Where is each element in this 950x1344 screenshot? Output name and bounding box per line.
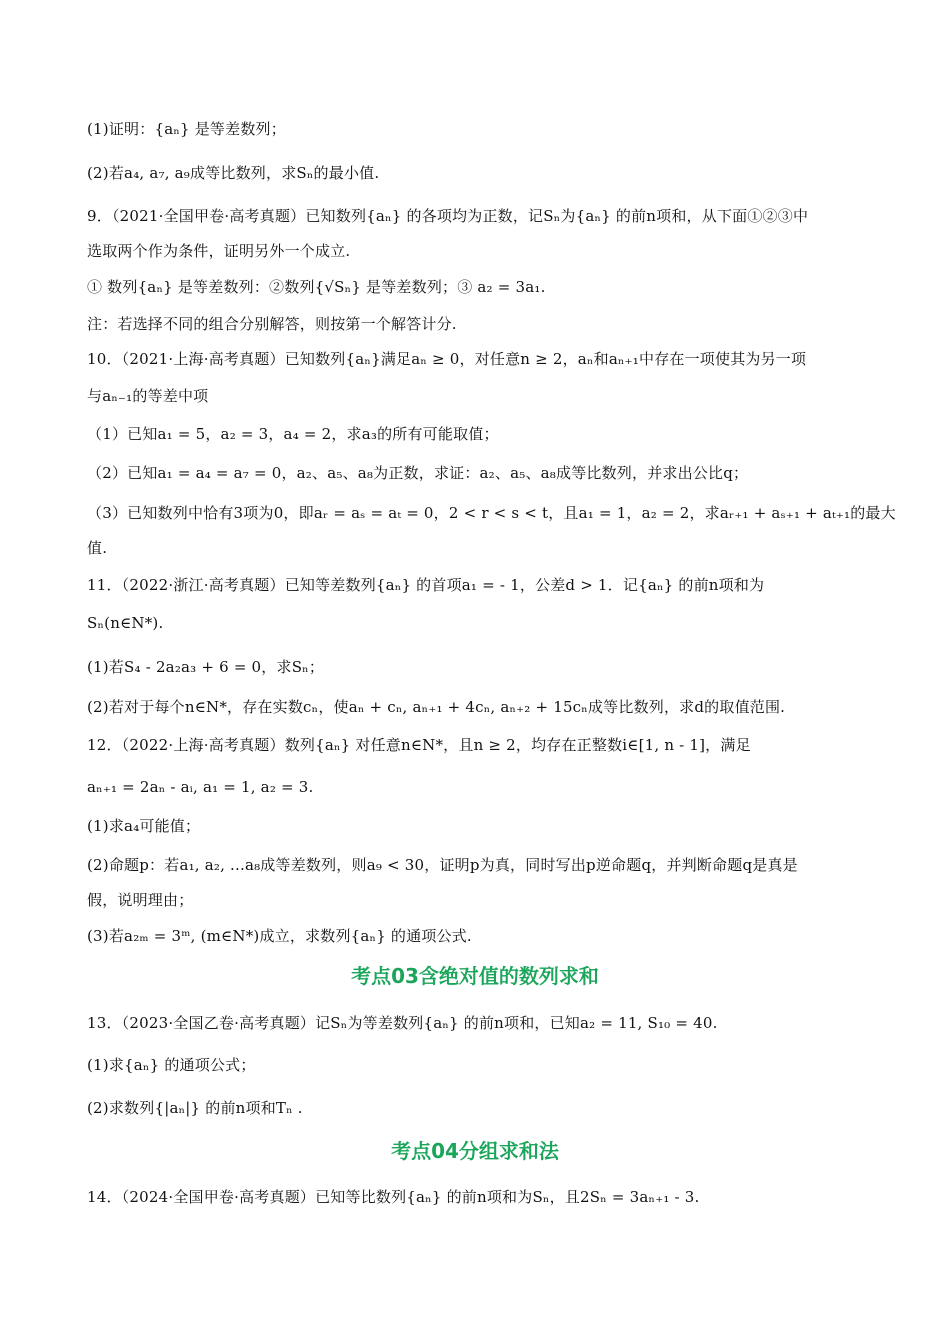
problem-12-part-2-cont: 假，说明理由； <box>87 891 194 909</box>
problem-11-part-2: (2)若对于每个n∈N*，存在实数cₙ，使aₙ + cₙ, aₙ₊₁ + 4cₙ, aₙ₊₂ + 15cₙ成等比数列，求d的取值范围. <box>87 698 786 716</box>
problem-11-part-1: (1)若S₄ - 2a₂a₃ + 6 = 0，求Sₙ； <box>87 658 325 676</box>
problem-10-part-1: （1）已知a₁ = 5，a₂ = 3，a₄ = 2，求a₃的所有可能取值； <box>87 425 499 443</box>
problem-10-part-3: （3）已知数列中恰有3项为0，即aᵣ = aₛ = aₜ = 0，2 < r < s < t，且a₁ = 1，a₂ = 2，求aᵣ₊₁ + aₛ₊₁ + aₜ₊₁的最大 <box>87 504 896 522</box>
problem-10-part-3-cont: 值. <box>87 539 108 557</box>
problem-8-part-1: (1)证明：{aₙ} 是等差数列； <box>87 120 286 138</box>
problem-10-statement-cont: 与aₙ₋₁的等差中项 <box>87 387 209 405</box>
problem-13-part-1: (1)求{aₙ} 的通项公式； <box>87 1056 256 1074</box>
problem-9-statement-cont: 选取两个作为条件，证明另外一个成立. <box>87 242 351 260</box>
problem-12-part-3: (3)若a₂ₘ = 3ᵐ, (m∈N*)成立，求数列{aₙ} 的通项公式. <box>87 927 472 945</box>
section-heading-04: 考点04分组求和法 <box>391 1139 559 1163</box>
problem-12-part-2: (2)命题p：若a₁, a₂, ...a₈成等差数列，则a₉ < 30，证明p为真，同时写出p逆命题q，并判断命题q是真是 <box>87 856 798 874</box>
problem-10-statement: 10．（2021·上海·高考真题）已知数列{aₙ}满足aₙ ≥ 0，对任意n ≥ 2，aₙ和aₙ₊₁中存在一项使其为另一项 <box>87 350 807 368</box>
problem-11-statement: 11．（2022·浙江·高考真题）已知等差数列{aₙ} 的首项a₁ = - 1，公差d > 1．记{aₙ} 的前n项和为 <box>87 576 765 594</box>
problem-9-statement: 9．（2021·全国甲卷·高考真题）已知数列{aₙ} 的各项均为正数，记Sₙ为{aₙ} 的前n项和，从下面①②③中 <box>87 207 809 225</box>
problem-9-note: 注：若选择不同的组合分别解答，则按第一个解答计分. <box>87 315 457 333</box>
problem-11-statement-cont: Sₙ(n∈N*). <box>87 614 164 632</box>
problem-8-part-2: (2)若a₄, a₇, a₉成等比数列，求Sₙ的最小值. <box>87 164 380 182</box>
problem-9-conditions: ① 数列{aₙ} 是等差数列：②数列{√Sₙ} 是等差数列；③ a₂ = 3a₁. <box>87 278 546 296</box>
section-heading-03: 考点03含绝对值的数列求和 <box>351 964 599 988</box>
problem-10-part-2: （2）已知a₁ = a₄ = a₇ = 0，a₂、a₅、a₈为正数，求证：a₂、a₅、a₈成等比数列，并求出公比q； <box>87 464 749 482</box>
problem-14-statement: 14．（2024·全国甲卷·高考真题）已知等比数列{aₙ} 的前n项和为Sₙ，且2Sₙ = 3aₙ₊₁ - 3. <box>87 1188 700 1206</box>
problem-12-part-1: (1)求a₄可能值； <box>87 817 201 835</box>
problem-13-statement: 13．（2023·全国乙卷·高考真题）记Sₙ为等差数列{aₙ} 的前n项和，已知a₂ = 11, S₁₀ = 40. <box>87 1014 718 1032</box>
problem-12-statement: 12．（2022·上海·高考真题）数列{aₙ} 对任意n∈N*，且n ≥ 2，均存在正整数i∈[1, n - 1]，满足 <box>87 736 751 754</box>
problem-13-part-2: (2)求数列{|aₙ|} 的前n项和Tₙ . <box>87 1099 303 1117</box>
problem-12-statement-cont: aₙ₊₁ = 2aₙ - aᵢ, a₁ = 1, a₂ = 3. <box>87 778 314 796</box>
